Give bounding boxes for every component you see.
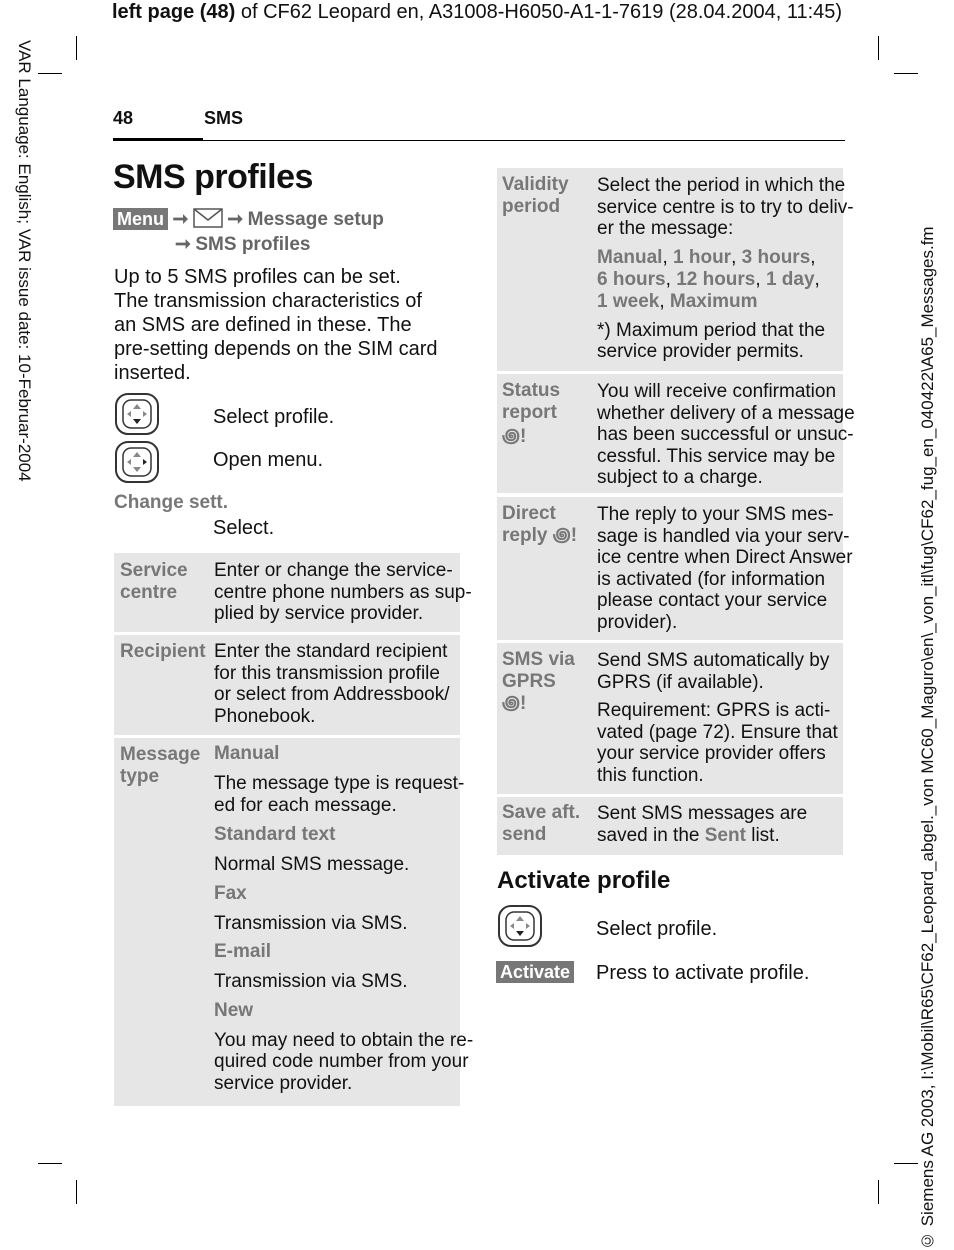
option-desc [597,825,807,847]
option-label: SMS via [502,649,575,670]
option-desc: Normal SMS message. [214,854,410,875]
separator: , [665,268,677,290]
option-desc: cessful. This service may be [597,445,836,467]
activate-desc: Press to activate profile. [596,962,810,984]
option-desc: service provider. [214,1072,353,1094]
option-desc: centre phone numbers as sup- [214,581,472,603]
change-settings-label: Change sett. [114,492,229,513]
option-note: *) Maximum period that the [597,319,826,341]
breadcrumb-sms-profiles: SMS profiles [195,234,311,255]
crop-mark [38,73,62,74]
separator: , [731,246,742,268]
option-desc: You may need to obtain the re- [214,1029,474,1051]
option-note: service provider permits. [597,341,804,362]
option-desc: You will receive confirmation [597,381,837,402]
option-desc: quired code number from your [214,1051,469,1072]
header-rule [113,140,845,141]
option-row-recipient [114,635,460,735]
separator: , [755,268,766,290]
right-margin-note: © Siemens AG 2003, I:\Mobil\R65\CF62_Leopard_abgel._von MC60_Maguro\en\_von_itl\fug\CF62_fug_en_040422\A65_Messages.fm [918,226,937,1250]
crop-mark [894,1163,918,1164]
option-label: Validity [502,174,569,195]
crop-mark [76,1180,77,1204]
intro-line: The transmission characteristics of [114,290,422,312]
option-row-validity-period [497,168,854,371]
option-value: 1 hour [673,246,732,268]
section-name: SMS [204,108,244,128]
option-desc: ice centre when Direct Answer [597,547,853,568]
option-desc: provider). [597,611,678,633]
option-label: report [502,402,557,423]
option-value-fax: Fax [214,882,247,904]
option-label: Service [120,560,188,581]
option-desc-text: saved in the [597,824,705,846]
option-desc: sage is handled via your serv- [597,525,850,547]
option-value: 12 hours [676,268,756,290]
option-value: 3 hours [741,246,811,268]
option-desc: The reply to your SMS mes- [597,504,834,525]
option-row-direct-reply [497,497,853,640]
open-menu-text: Open menu. [213,449,324,471]
option-row-sms-via-gprs [497,643,843,794]
option-label: GPRS [502,671,556,692]
option-desc: is activated (for information [597,568,826,590]
option-value: 1 day [765,268,815,290]
select-text: Select. [213,517,275,539]
crop-mark [894,73,918,74]
option-desc: GPRS (if available). [597,671,764,693]
option-desc: Transmission via SMS. [214,912,408,934]
option-desc: Enter the standard recipient [214,641,448,662]
option-desc: Phonebook. [214,705,316,727]
option-value-manual: Manual [214,743,280,764]
page-number: 48 [113,108,134,128]
option-desc-text: list. [745,824,780,846]
option-label: Status [502,380,561,401]
breadcrumb-message-setup: Message setup [247,209,384,230]
validity-options [597,291,854,313]
option-desc: Enter or change the service- [214,560,453,581]
option-label: Save aft. [502,802,581,823]
option-desc: Send SMS automatically by [597,650,830,671]
option-desc: or select from Addressbook/ [214,684,450,705]
option-value: 1 week [597,290,660,312]
print-header [0,0,954,24]
navigation-key-icon [497,904,543,948]
validity-options: Manual, 1 hour, 3 hours, [597,246,816,268]
option-value: 6 hours [597,268,666,290]
separator: , [662,246,674,268]
option-value-standard-text: Standard text [214,824,336,845]
option-label: Message [120,744,201,765]
select-profile-text: Select profile. [596,918,718,940]
option-desc: service centre is to try to deliv- [597,196,854,218]
option-row-message-type [114,738,474,1106]
activate-key: Activate [496,961,574,983]
validity-options: 6 hours, 12 hours, 1 day, [597,268,820,290]
option-desc: Sent SMS messages are [597,803,808,824]
arrow-icon: ➞ [175,234,191,255]
option-desc: please contact your service [597,590,828,611]
navigation-key-icon [114,440,160,484]
option-label: send [502,824,547,845]
activate-heading: Activate profile [497,867,671,894]
option-desc: for this transmission profile [214,662,440,684]
option-row-service-centre [114,553,472,632]
network-service-icon: ꩜! [502,693,527,714]
crop-mark [878,36,879,60]
intro-line: inserted. [114,362,191,384]
intro-text [114,265,438,385]
crop-mark [878,1180,879,1204]
separator: , [659,290,670,312]
envelope-icon [193,208,223,228]
option-desc: your service provider offers [597,743,826,764]
option-desc: The message type is request- [214,773,465,794]
option-desc: Requirement: GPRS is acti- [597,700,831,721]
option-label: centre [120,582,178,603]
option-label: Direct [502,503,556,524]
network-service-icon: ꩜! [502,426,527,447]
option-desc: this function. [597,764,704,786]
left-margin-note: VAR Language: English; VAR issue date: 10-Februar-2004 [15,40,34,482]
option-desc: Transmission via SMS. [214,971,408,992]
option-value: Maximum [669,290,758,312]
option-label: reply [502,525,548,546]
option-row-status-report [497,374,855,493]
option-label: Recipient [120,641,206,662]
sent-list-name: Sent [704,824,746,846]
option-desc: er the message: [597,218,734,239]
option-label: period [502,196,561,217]
arrow-icon: ➞ [227,209,244,230]
option-row-save-after-send [497,797,843,855]
intro-line: pre-setting depends on the SIM card [114,338,438,360]
option-value: Manual [597,246,663,268]
option-value-new: New [214,999,254,1021]
option-desc: Select the period in which the [597,175,846,196]
print-header-file: of CF62 Leopard en, A31008-H6050-A1-1-7619 (28.04.2004, 11:45) [235,1,843,23]
menu-key: Menu [113,208,168,230]
page-title: SMS profiles [113,158,313,196]
option-desc: plied by service provider. [214,603,424,624]
option-value-email: E-mail [214,941,272,962]
menu-path [113,208,384,231]
option-desc: subject to a charge. [597,467,763,488]
menu-path-line2 [175,233,310,256]
option-label: type [120,766,160,787]
print-header-page: left page (48) [111,1,236,23]
network-service-icon: ꩜! [552,525,578,546]
navigation-key-icon [114,392,160,436]
option-desc: ed for each message. [214,794,397,816]
option-desc: whether delivery of a message [597,402,855,424]
select-profile-text: Select profile. [213,406,335,428]
option-desc: has been successful or unsuc- [597,424,854,445]
crop-mark [38,1163,62,1164]
intro-line: an SMS are defined in these. The [114,314,412,336]
option-desc: vated (page 72). Ensure that [597,721,838,743]
intro-line: Up to 5 SMS profiles can be set. [114,266,401,288]
arrow-icon: ➞ [172,209,189,230]
crop-mark [76,36,77,60]
